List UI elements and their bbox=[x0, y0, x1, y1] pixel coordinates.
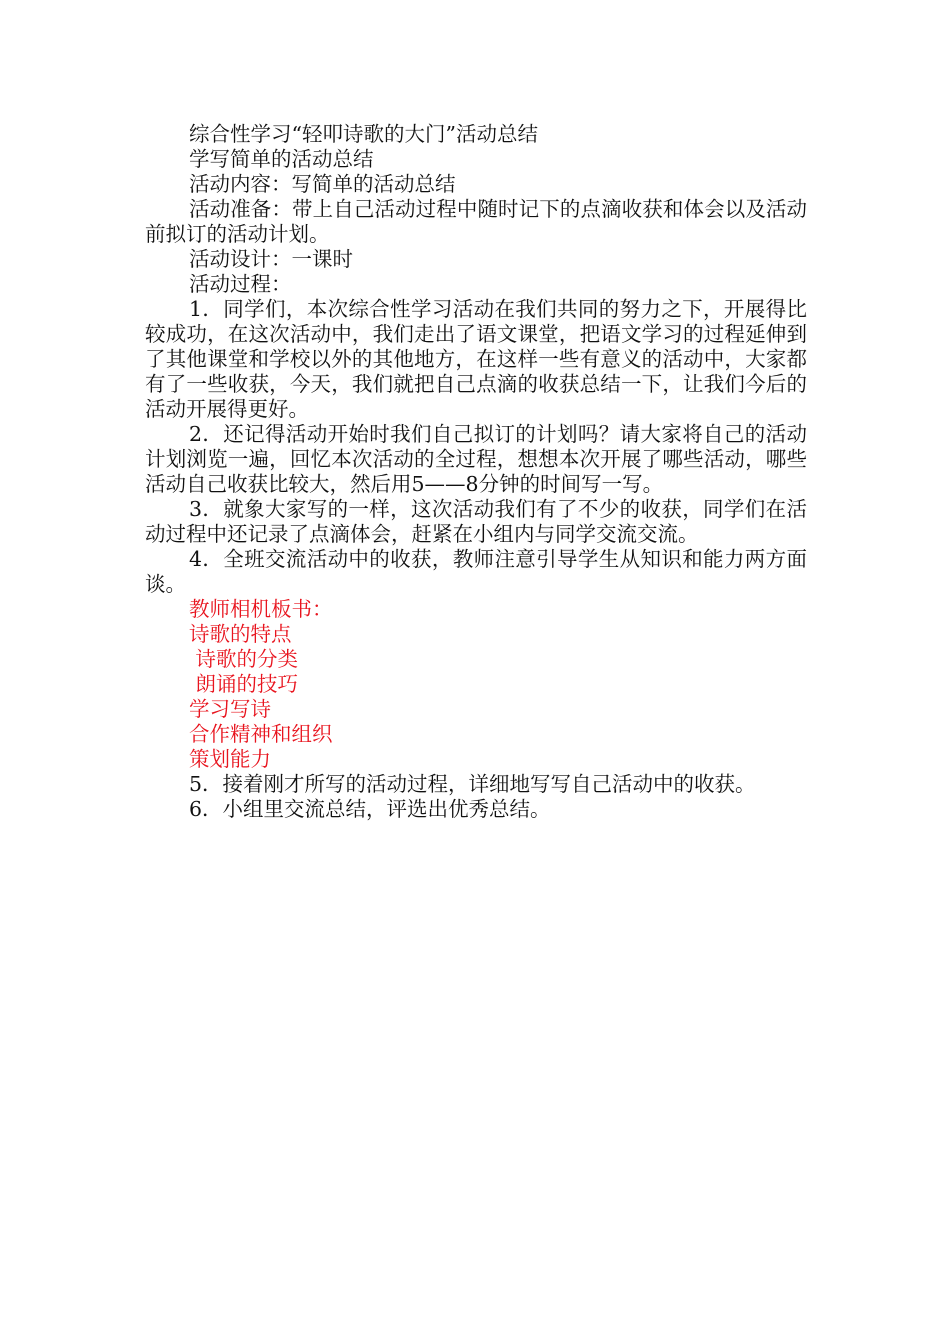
document-subtitle: 学写简单的活动总结 bbox=[189, 147, 374, 171]
blackboard-item: 诗歌的特点 bbox=[189, 622, 292, 646]
blackboard-item: 策划能力 bbox=[189, 747, 271, 771]
blackboard-item: 诗歌的分类 bbox=[189, 647, 299, 671]
process-step-5: 5．接着刚才所写的活动过程，详细地写写自己活动中的收获。 bbox=[189, 772, 756, 796]
process-step-2: 2．还记得活动开始时我们自己拟订的计划吗？请大家将自己的活动计划浏览一遍，回忆本次活动的全过程，想想本次开展了哪些活动，哪些活动自己收获比较大，然后用5——8分钟的时间写一写。 bbox=[145, 422, 807, 496]
blackboard-item: 合作精神和组织 bbox=[189, 722, 333, 746]
process-step-1: 1．同学们，本次综合性学习活动在我们共同的努力之下，开展得比较成功，在这次活动中，我们走出了语文课堂，把语文学习的过程延伸到了其他课堂和学校以外的其他地方，在这样一些有意义的活动中，大家都有了一些收获，今天，我们就把自己点滴的收获总结一下，让我们今后的活动开展得更好。 bbox=[145, 297, 807, 421]
process-heading: 活动过程： bbox=[189, 272, 292, 296]
process-step-3: 3．就象大家写的一样，这次活动我们有了不少的收获，同学们在活动过程中还记录了点滴体会，赶紧在小组内与同学交流交流。 bbox=[145, 497, 807, 546]
document-body bbox=[145, 122, 807, 822]
blackboard-heading: 教师相机板书： bbox=[189, 597, 333, 621]
process-step-4: 4．全班交流活动中的收获，教师注意引导学生从知识和能力两方面谈。 bbox=[145, 547, 807, 596]
blackboard-item: 学习写诗 bbox=[189, 697, 271, 721]
blackboard-item: 朗诵的技巧 bbox=[189, 672, 299, 696]
activity-design: 活动设计：一课时 bbox=[189, 247, 353, 271]
activity-preparation: 活动准备：带上自己活动过程中随时记下的点滴收获和体会以及活动前拟订的活动计划。 bbox=[145, 197, 807, 246]
activity-content: 活动内容：写简单的活动总结 bbox=[189, 172, 456, 196]
blackboard-notes bbox=[145, 597, 807, 772]
process-step-6: 6．小组里交流总结，评选出优秀总结。 bbox=[189, 797, 551, 821]
document-title: 综合性学习“轻叩诗歌的大门”活动总结 bbox=[189, 122, 538, 146]
